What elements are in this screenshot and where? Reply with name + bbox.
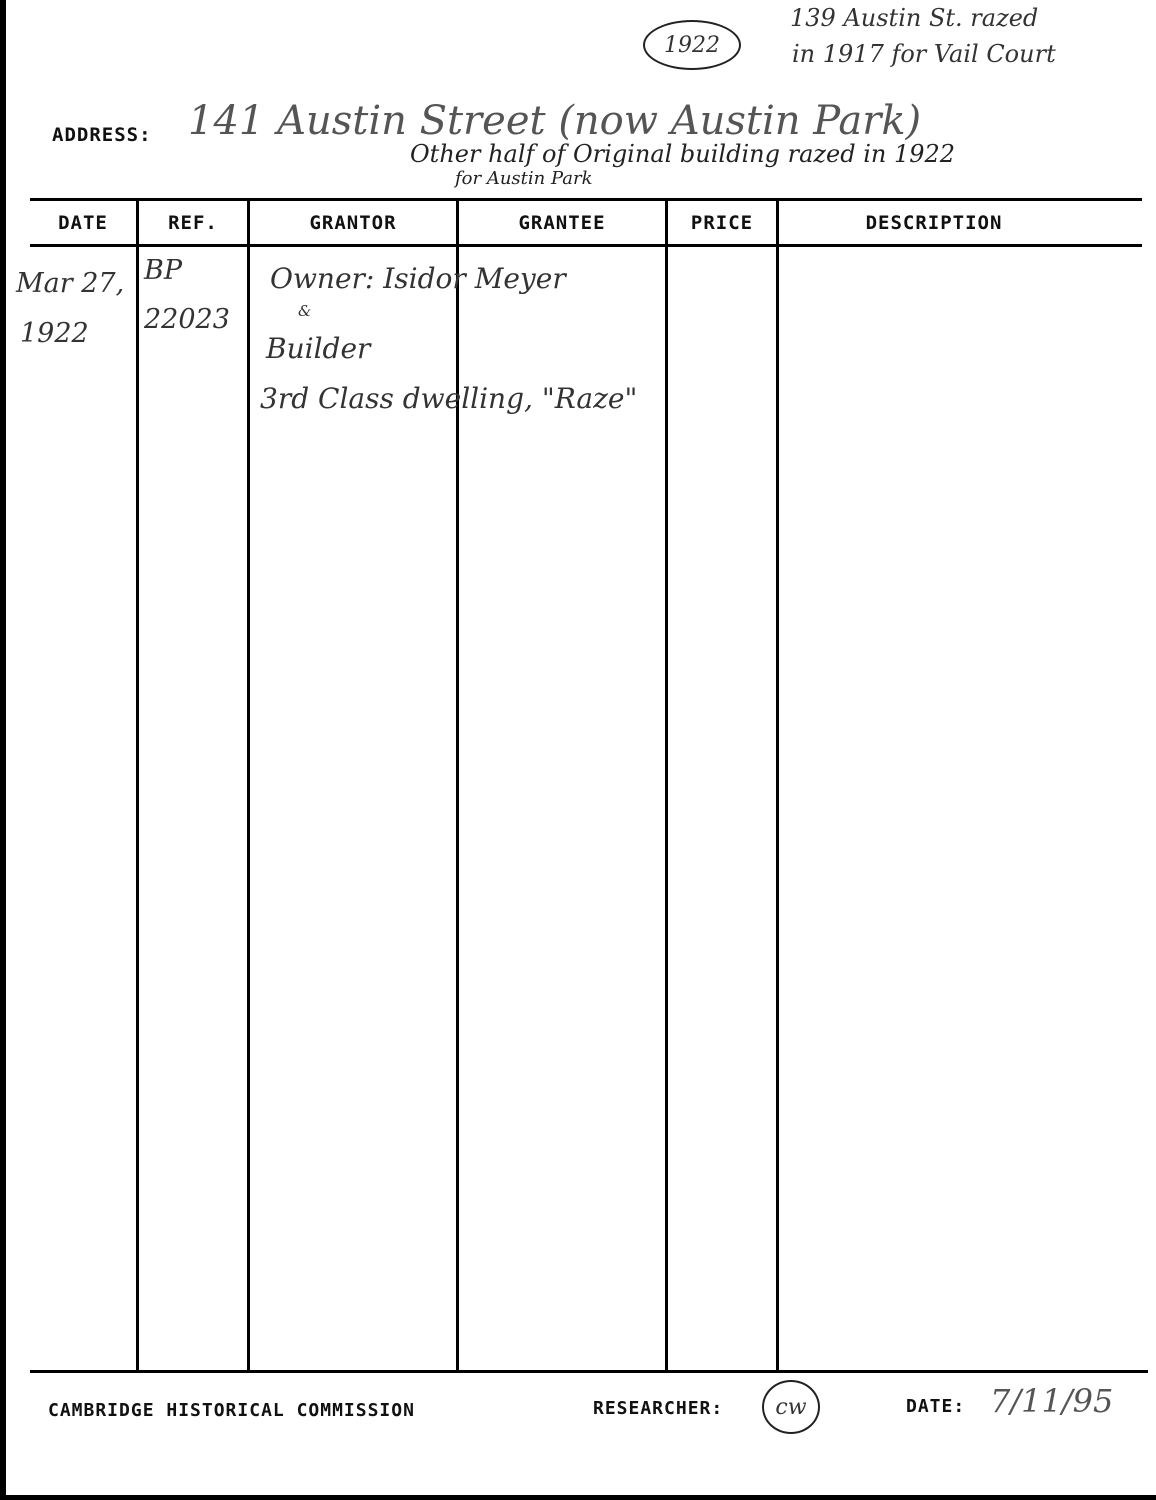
entry-ref-line2: 22023 (144, 304, 230, 335)
header-grantee: GRANTEE (518, 212, 606, 234)
header-grantor: GRANTOR (309, 212, 397, 234)
top-note-line1: 139 Austin St. razed (790, 4, 1039, 32)
column-divider-1 (136, 200, 139, 1372)
year-circled-text: 1922 (664, 32, 720, 58)
table-top-rule (30, 198, 1142, 201)
entry-owner: Owner: Isidor Meyer (270, 262, 566, 295)
table-bottom-rule (30, 1370, 1148, 1373)
column-divider-2 (247, 200, 250, 1372)
entry-ref-line1: BP (144, 255, 183, 286)
header-price: PRICE (690, 212, 754, 234)
column-divider-3 (456, 200, 459, 1372)
scan-edge-bottom (0, 1495, 1156, 1500)
header-description: DESCRIPTION (865, 212, 1003, 234)
entry-builder: Builder (266, 332, 371, 365)
footer-commission: CAMBRIDGE HISTORICAL COMMISSION (48, 1400, 415, 1421)
entry-date-line1: Mar 27, (16, 268, 125, 299)
researcher-initials-circle (762, 1380, 820, 1434)
address-label: ADDRESS: (52, 124, 152, 146)
table-header-rule (30, 244, 1142, 247)
footer-date-label: DATE: (906, 1396, 966, 1417)
address-note-line2: for Austin Park (455, 168, 593, 189)
column-divider-4 (665, 200, 668, 1372)
entry-class-text: 3rd Class dwelling, "Raze" (260, 382, 638, 415)
scan-edge-left (0, 0, 6, 1500)
header-date: DATE (58, 212, 108, 234)
column-divider-5 (776, 200, 779, 1372)
address-value: 141 Austin Street (now Austin Park) (188, 98, 922, 144)
header-ref: REF. (168, 212, 218, 234)
researcher-initials: cw (775, 1394, 807, 1420)
top-note-line2: in 1917 for Vail Court (792, 40, 1056, 68)
year-circle (643, 20, 741, 70)
footer-researcher-label: RESEARCHER: (593, 1398, 724, 1419)
address-note-line1: Other half of Original building razed in 1922 (410, 140, 956, 168)
entry-date-line2: 1922 (20, 318, 89, 349)
entry-ampersand: & (298, 302, 312, 320)
footer-date-value: 7/11/95 (990, 1382, 1114, 1420)
